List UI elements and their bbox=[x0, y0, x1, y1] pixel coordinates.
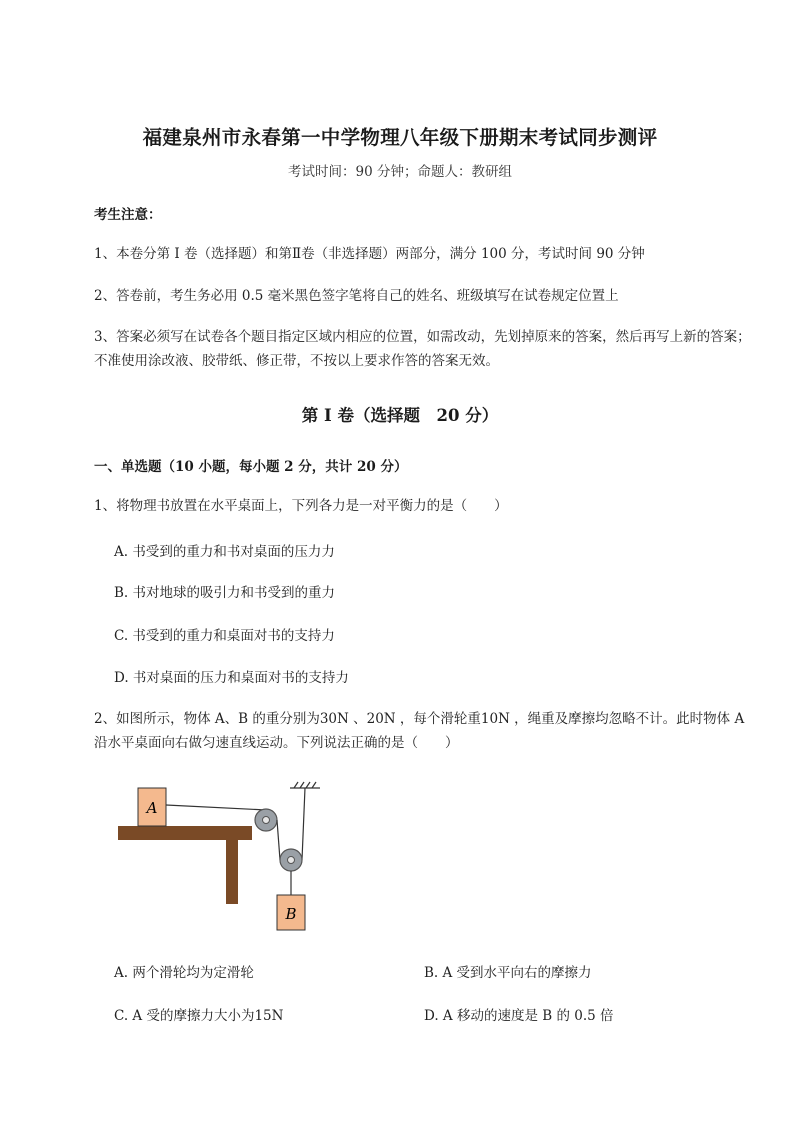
notice-item: 2、答卷前，考生务必用 0.5 毫米黑色签字笔将自己的姓名、班级填写在试卷规定位置上 bbox=[94, 288, 619, 304]
question-stem: 2、如图所示，物体 A、B 的重分别为30N 、20N ，每个滑轮重10N ，绳重及摩擦均忽略不计。此时物体 A 沿水平桌面向右做匀速直线运动。下列说法正确的是（ ） bbox=[94, 711, 745, 751]
section-title: 第 I 卷（选择题 20 分） bbox=[301, 406, 499, 425]
block-b-label: B bbox=[285, 905, 297, 923]
part-heading: 一、单选题（10 小题，每小题 2 分，共计 20 分） bbox=[94, 459, 408, 475]
notice-item: 3、答案必须写在试卷各个题目指定区域内相应的位置，如需改动，先划掉原来的答案，然后再写上新的答案；不准使用涂改液、胶带纸、修正带，不按以上要求作答的答案无效。 bbox=[94, 329, 751, 369]
notice-heading: 考生注意： bbox=[94, 207, 162, 223]
option-a[interactable]: A. 两个滑轮均为定滑轮 bbox=[114, 965, 254, 981]
pulley-diagram bbox=[110, 778, 330, 938]
notice-item: 1、本卷分第 I 卷（选择题）和第Ⅱ卷（非选择题）两部分，满分 100 分，考试时间 90 分钟 bbox=[94, 246, 645, 262]
option-d[interactable]: D. A 移动的速度是 B 的 0.5 倍 bbox=[424, 1008, 614, 1024]
exam-info: 考试时间：90 分钟；命题人：教研组 bbox=[288, 164, 512, 180]
movable-pulley-axle bbox=[288, 857, 295, 864]
question-stem: 1、将物理书放置在水平桌面上，下列各力是一对平衡力的是（ ） bbox=[94, 498, 508, 514]
option-b[interactable]: B. 书对地球的吸引力和书受到的重力 bbox=[114, 585, 336, 601]
table-top bbox=[118, 826, 252, 840]
page-title: 福建泉州市永春第一中学物理八年级下册期末考试同步测评 bbox=[142, 126, 658, 149]
block-a-label: A bbox=[146, 799, 158, 817]
option-a[interactable]: A. 书受到的重力和书对桌面的压力力 bbox=[114, 544, 335, 560]
rope bbox=[302, 788, 305, 860]
option-d[interactable]: D. 书对桌面的压力和桌面对书的支持力 bbox=[114, 670, 349, 686]
fixed-pulley-axle bbox=[263, 817, 270, 824]
rope bbox=[166, 805, 266, 810]
table-leg bbox=[226, 840, 238, 904]
option-c[interactable]: C. A 受的摩擦力大小为15N bbox=[114, 1008, 284, 1024]
option-c[interactable]: C. 书受到的重力和桌面对书的支持力 bbox=[114, 628, 335, 644]
option-b[interactable]: B. A 受到水平向右的摩擦力 bbox=[424, 965, 592, 981]
rope bbox=[277, 820, 280, 860]
ceiling-mount bbox=[290, 782, 320, 788]
